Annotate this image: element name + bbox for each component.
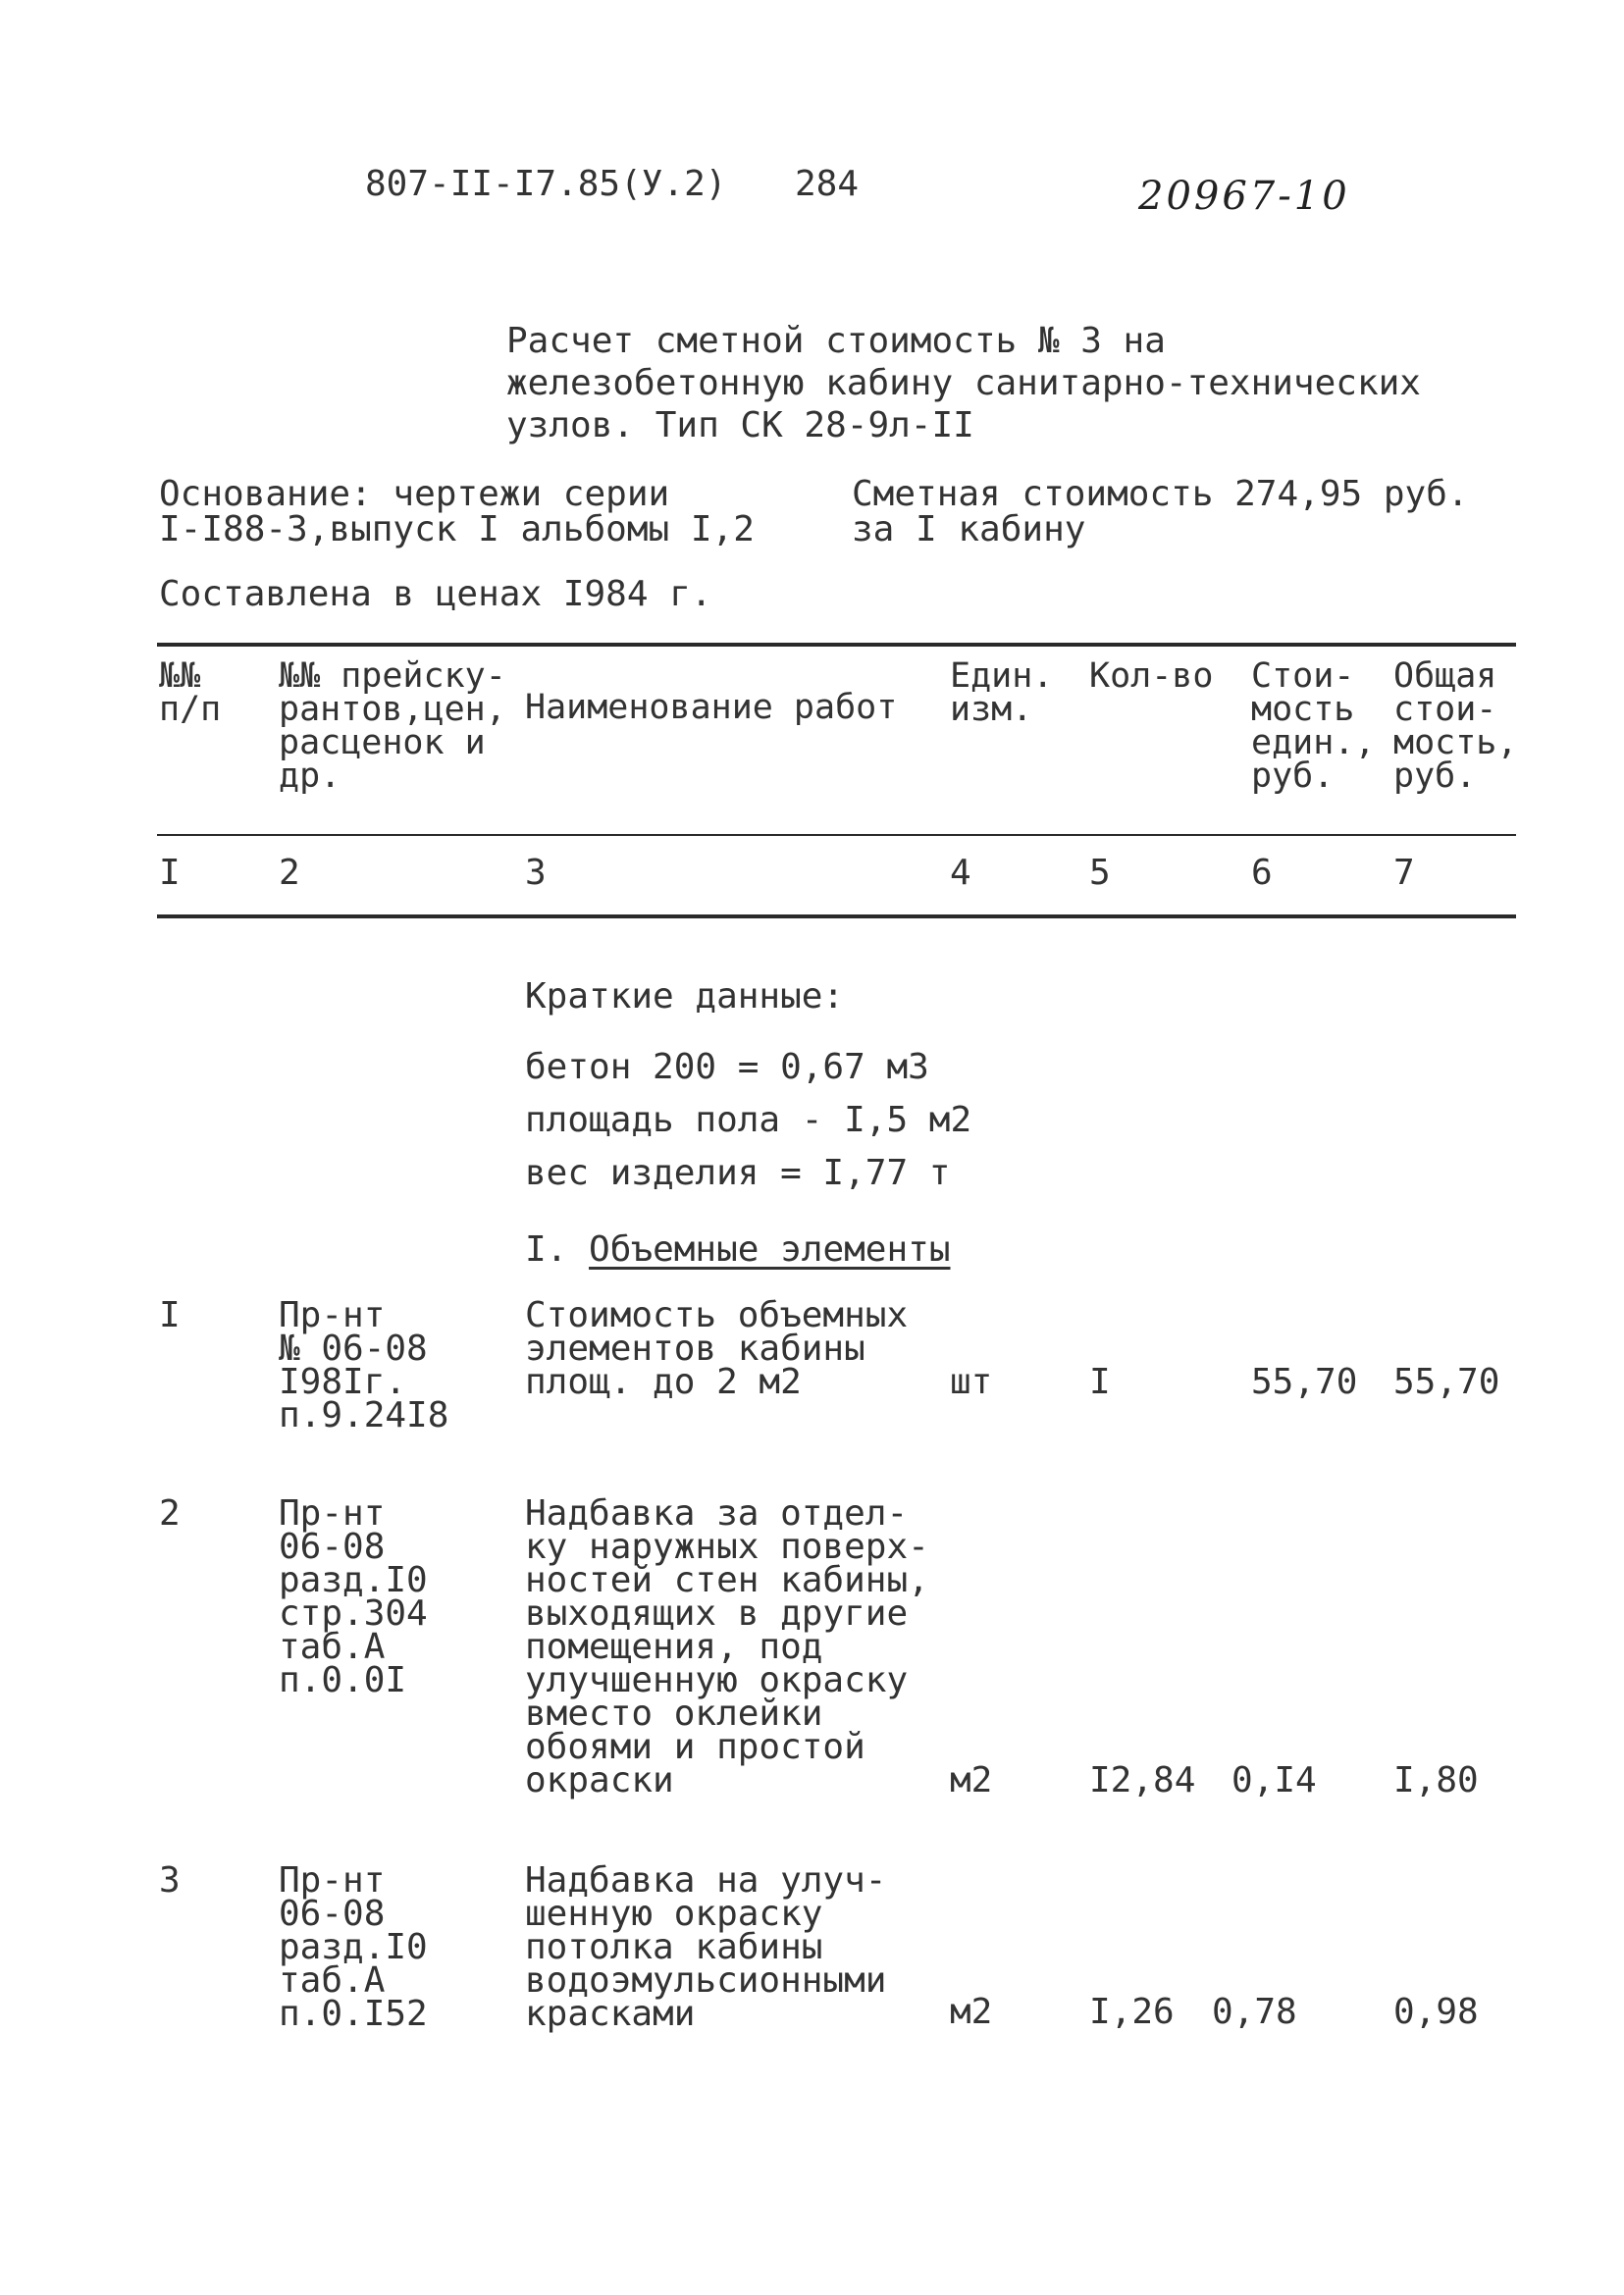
estimate-line: Сметная стоимость 274,95 руб. bbox=[852, 474, 1469, 514]
row-unit: м2 bbox=[950, 1760, 993, 1800]
column-number: I bbox=[159, 853, 181, 893]
section-heading bbox=[525, 1229, 951, 1270]
row-unit-cost: 55,70 bbox=[1251, 1362, 1358, 1402]
row-number: I bbox=[159, 1295, 181, 1335]
header-row-number: №№ п/п bbox=[159, 656, 222, 729]
title-line: железобетонную кабину санитарно-технических bbox=[506, 363, 1421, 403]
document-code: 807-II-I7.85(У.2) bbox=[365, 164, 727, 204]
estimate-line: за I кабину bbox=[852, 509, 1086, 549]
row-number: 2 bbox=[159, 1493, 181, 1534]
handwritten-number: 20967-10 bbox=[1138, 174, 1350, 219]
header-total-cost: Общая стои- мость, руб. bbox=[1393, 656, 1518, 796]
column-number: 2 bbox=[279, 853, 300, 893]
row-work-name: Надбавка за отдел- ку наружных поверх- ностей стен кабины, выходящих в другие помещения, под улучшенную окраску вместо оклейки обоями и простой окраски bbox=[525, 1493, 929, 1800]
prices-note: Составлена в ценах I984 г. bbox=[159, 574, 712, 614]
row-unit-cost: 0,78 bbox=[1212, 1992, 1297, 2032]
column-number: 6 bbox=[1251, 853, 1273, 893]
row-unit: шт bbox=[950, 1362, 993, 1402]
basis-line: I-I88-3,выпуск I альбомы I,2 bbox=[159, 509, 755, 549]
row-quantity: I2,84 bbox=[1089, 1760, 1196, 1800]
column-number: 4 bbox=[950, 853, 971, 893]
title-line: Расчет сметной стоимость № 3 на bbox=[506, 321, 1166, 361]
row-work-name: Стоимость объемных элементов кабины площ. до 2 м2 bbox=[525, 1295, 909, 1402]
row-unit-cost: 0,I4 bbox=[1231, 1760, 1317, 1800]
row-total-cost: 0,98 bbox=[1393, 1992, 1479, 2032]
column-number: 5 bbox=[1089, 853, 1111, 893]
row-work-name: Надбавка на улуч- шенную окраску потолка кабины водоэмульсионными красками bbox=[525, 1860, 887, 2034]
row-number: 3 bbox=[159, 1860, 181, 1901]
row-unit: м2 bbox=[950, 1992, 993, 2032]
header-work-name: Наименование работ bbox=[525, 688, 898, 727]
row-total-cost: 55,70 bbox=[1393, 1362, 1500, 1402]
header-price-reference: №№ прейску- рантов,цен, расценок и др. bbox=[279, 656, 506, 796]
summary-line: вес изделия = I,77 т bbox=[525, 1153, 951, 1193]
summary-heading: Краткие данные: bbox=[525, 976, 845, 1017]
row-quantity: I,26 bbox=[1089, 1992, 1175, 2032]
header-unit: Един. изм. bbox=[950, 656, 1054, 729]
header-unit-cost: Стои- мость един., руб. bbox=[1251, 656, 1376, 796]
table-top-rule bbox=[157, 643, 1516, 647]
page-number: 284 bbox=[795, 164, 860, 204]
section-title: Объемные элементы bbox=[589, 1229, 951, 1270]
row-total-cost: I,80 bbox=[1393, 1760, 1479, 1800]
row-price-reference: Пр-нт № 06-08 I98Iг. п.9.24I8 bbox=[279, 1295, 449, 1435]
column-numbers-bottom-rule bbox=[157, 914, 1516, 918]
row-price-reference: Пр-нт 06-08 разд.I0 таб.А п.0.I52 bbox=[279, 1860, 428, 2034]
header-quantity: Кол-во bbox=[1089, 656, 1214, 696]
row-quantity: I bbox=[1089, 1362, 1111, 1402]
basis-line: Основание: чертежи серии bbox=[159, 474, 670, 514]
summary-line: площадь пола - I,5 м2 bbox=[525, 1100, 972, 1140]
section-number: I. bbox=[525, 1229, 568, 1270]
header-bottom-rule bbox=[157, 834, 1516, 836]
column-number: 3 bbox=[525, 853, 547, 893]
column-number: 7 bbox=[1393, 853, 1415, 893]
summary-line: бетон 200 = 0,67 м3 bbox=[525, 1047, 929, 1087]
title-line: узлов. Тип СК 28-9л-II bbox=[506, 405, 974, 445]
row-price-reference: Пр-нт 06-08 разд.I0 стр.304 таб.А п.0.0I bbox=[279, 1493, 428, 1700]
